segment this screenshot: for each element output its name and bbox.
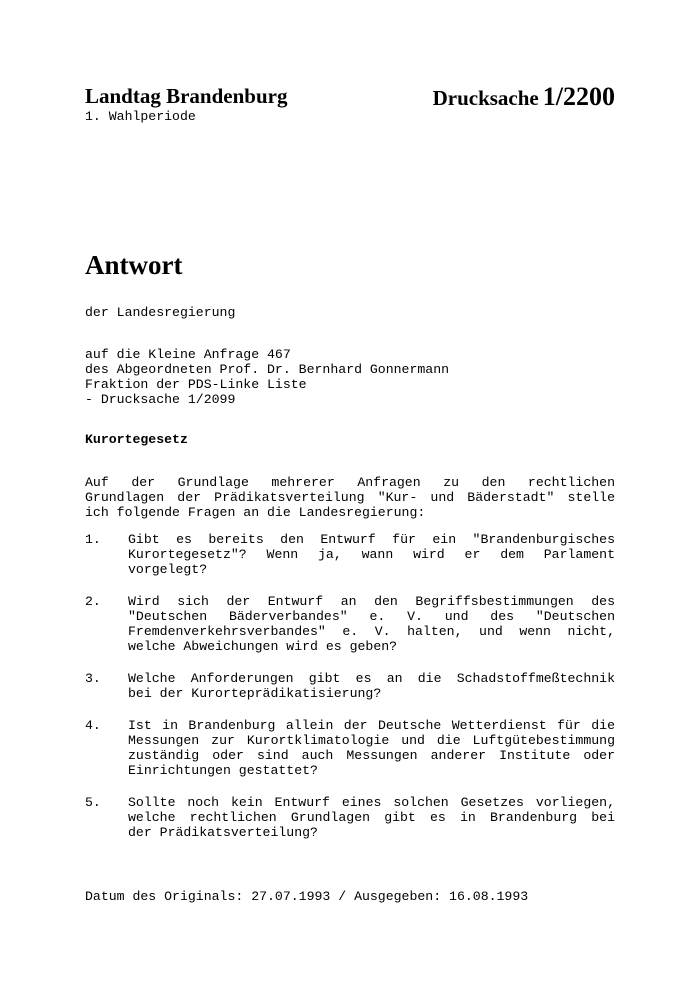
question-text bbox=[128, 532, 615, 577]
question-number: 4. bbox=[85, 718, 101, 733]
question-text bbox=[128, 671, 615, 701]
question-line: welche rechtlichen Grundlagen gibt es in Brandenburg bei bbox=[128, 810, 615, 825]
document-author: der Landesregierung bbox=[85, 305, 236, 320]
publication-dates: Datum des Originals: 27.07.1993 / Ausgegeben: 16.08.1993 bbox=[85, 889, 529, 904]
question-list bbox=[85, 532, 615, 857]
question-number: 5. bbox=[85, 795, 101, 810]
question-line: welche Abweichungen wird es geben? bbox=[128, 639, 398, 654]
question-line: Sollte noch kein Entwurf eines solchen Gesetzes vorliegen, bbox=[128, 795, 615, 810]
question-line: Wird sich der Entwurf an den Begriffsbestimmungen des bbox=[128, 594, 615, 609]
question-line: "Deutschen Bäderverbandes" e. V. und des "Deutschen bbox=[128, 609, 615, 624]
question-number: 2. bbox=[85, 594, 101, 609]
question-line: zuständig oder sind auch Messungen anderer Institute oder bbox=[128, 748, 615, 763]
question-line: Kurortegesetz"? Wenn ja, wann wird er dem Parlament bbox=[128, 547, 615, 562]
question-item bbox=[85, 594, 615, 654]
question-text bbox=[128, 718, 615, 778]
question-line: Fremdenverkehrsverbandes" e. V. halten, und wenn nicht, bbox=[128, 624, 615, 639]
question-line: Welche Anforderungen gibt es an die Schadstoffmeßtechnik bbox=[128, 671, 615, 686]
question-line: vorgelegt? bbox=[128, 562, 208, 577]
question-line: Ist in Brandenburg allein der Deutsche Wetterdienst für die bbox=[128, 718, 615, 733]
document-type-title: Antwort bbox=[85, 250, 183, 280]
subject-heading: Kurortegesetz bbox=[85, 432, 188, 447]
question-line: bei der Kurorteprädikatisierung? bbox=[128, 686, 382, 701]
inquiry-reference bbox=[85, 347, 449, 407]
question-text bbox=[128, 594, 615, 654]
drucksache-label: Drucksache bbox=[432, 86, 539, 110]
question-number: 3. bbox=[85, 671, 101, 686]
question-line: Einrichtungen gestattet? bbox=[128, 763, 318, 778]
inquiry-line: auf die Kleine Anfrage 467 bbox=[85, 347, 291, 362]
inquiry-line: - Drucksache 1/2099 bbox=[85, 392, 236, 407]
legislative-period: 1. Wahlperiode bbox=[85, 109, 196, 124]
question-line: Gibt es bereits den Entwurf für ein "Brandenburgisches bbox=[128, 532, 615, 547]
intro-line: Auf der Grundlage mehrerer Anfragen zu den rechtlichen bbox=[85, 475, 615, 490]
question-item bbox=[85, 795, 615, 840]
question-text bbox=[128, 795, 615, 840]
inquiry-line: Fraktion der PDS-Linke Liste bbox=[85, 377, 307, 392]
drucksache-value: 1/2200 bbox=[542, 82, 615, 111]
question-item bbox=[85, 532, 615, 577]
inquiry-line: des Abgeordneten Prof. Dr. Bernhard Gonnermann bbox=[85, 362, 450, 377]
question-item bbox=[85, 671, 615, 701]
parliament-name: Landtag Brandenburg bbox=[85, 84, 288, 108]
intro-paragraph bbox=[85, 475, 615, 520]
question-number: 1. bbox=[85, 532, 101, 547]
intro-line: Grundlagen der Prädikatsverteilung "Kur- und Bäderstadt" stelle bbox=[85, 490, 615, 505]
question-line: der Prädikatsverteilung? bbox=[128, 825, 318, 840]
drucksache-number bbox=[433, 82, 615, 112]
question-item bbox=[85, 718, 615, 778]
intro-line: ich folgende Fragen an die Landesregierung: bbox=[85, 505, 426, 520]
question-line: Messungen zur Kurortklimatologie und die Luftgütebestimmung bbox=[128, 733, 615, 748]
